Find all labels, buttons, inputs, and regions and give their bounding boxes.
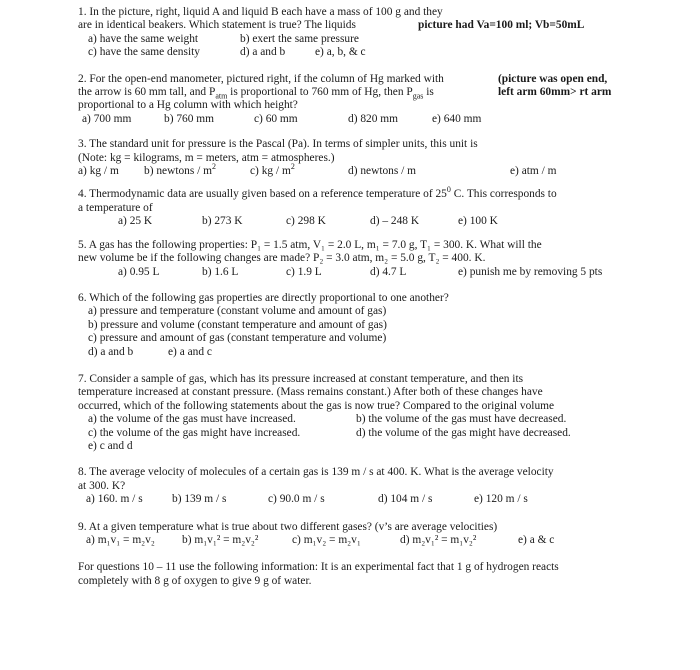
shared-info-block	[78, 561, 638, 588]
question-text: 2. For the open-end manometer, pictured right, if the column of Hg marked with	[78, 72, 444, 85]
option-d: d) – 248 K	[370, 215, 420, 228]
question-text: new volume be if the following changes are made? P₂ = 3.0 atm, m₂ = 5.0 g, T₂ = 400. K.	[78, 252, 486, 265]
question-text: 4. Thermodynamic data are usually given based on a reference temperature of $25^0$ C. This corresponds to	[78, 185, 557, 201]
question-1	[78, 6, 638, 60]
question-7	[78, 373, 638, 453]
option-a: a) have the same weight	[88, 32, 199, 45]
option-b: b) the volume of the gas must have decreased.	[356, 413, 567, 426]
question-text: 5. A gas has the following properties: P₁ = 1.5 atm, V₁ = 2.0 L, m₁ = 7.0 g, T₁ = 300. K. What will the	[78, 238, 542, 251]
option-b: b) pressure and volume (constant temperature and amount of gas)	[88, 318, 387, 331]
question-2	[78, 73, 638, 127]
question-8	[78, 466, 638, 506]
option-d: d) m₂v₁² = m₁v₂²	[400, 534, 477, 546]
option-e: e) a and c	[168, 345, 212, 358]
option-c: c) the volume of the gas might have increased.	[88, 426, 301, 439]
option-c: c) 1.9 L	[286, 265, 322, 278]
question-9	[78, 521, 638, 548]
option-b: b) m₁v₁² = m₂v₂²	[182, 534, 259, 546]
option-a: a) 700 mm	[82, 112, 132, 125]
question-text: at 300. K?	[78, 479, 126, 492]
option-e: e) a & c	[518, 534, 555, 546]
quiz-page	[78, 6, 638, 598]
question-text: occurred, which of the following statements about the gas is now true? Compared to the original volume	[78, 399, 555, 412]
question-text: the arrow is 60 mm tall, and $P_{atm}$ is proportional to 760 mm of Hg, then $P_{gas}$ is	[78, 86, 434, 101]
option-c: c) 298 K	[286, 215, 326, 228]
option-e: e) 100 K	[458, 215, 498, 228]
option-d: d) 4.7 L	[370, 265, 407, 278]
annotation-note: left arm 60mm> rt arm	[498, 86, 612, 99]
option-d: d) the volume of the gas might have decreased.	[356, 426, 571, 439]
option-d: d) a and b	[240, 46, 286, 59]
option-a: a) pressure and temperature (constant volume and amount of gas)	[88, 305, 387, 318]
question-text: 3. The standard unit for pressure is the Pascal (Pa). In terms of simpler units, this unit is	[78, 138, 478, 151]
question-text: are in identical beakers. Which statement is true? The liquids	[78, 19, 356, 32]
question-text: proportional to a Hg column with which height?	[78, 99, 298, 112]
option-b: b) 760 mm	[164, 112, 214, 125]
option-a: a) the volume of the gas must have increased.	[88, 413, 296, 426]
option-c: c) 90.0 m / s	[268, 493, 325, 506]
option-c: c) kg / $m^2$	[250, 162, 295, 178]
info-text: For questions 10 – 11 use the following information: It is an experimental fact that 1 g of hydrogen reacts	[78, 561, 559, 574]
option-b: b) newtons / $m^2$	[144, 162, 217, 178]
question-text: 9. At a given temperature what is true about two different gases? (v’s are average velocities)	[78, 520, 498, 533]
option-a: a) m₁v₁ = m₂v₂	[86, 534, 155, 546]
option-d: d) newtons / m	[348, 165, 417, 178]
option-e: e) atm / m	[510, 165, 557, 178]
option-c: c) have the same density	[88, 46, 200, 59]
question-6	[78, 292, 638, 359]
option-c: c) m₁v₂ = m₂v₁	[292, 534, 361, 546]
option-c: c) 60 mm	[254, 112, 298, 125]
option-a: a) 25 K	[118, 215, 153, 228]
option-a: a) 0.95 L	[118, 265, 160, 278]
option-b: b) 139 m / s	[172, 493, 227, 506]
question-text: 1. In the picture, right, liquid A and liquid B each have a mass of 100 g and they	[78, 6, 443, 18]
option-a: a) 160. m / s	[86, 493, 143, 506]
question-text: a temperature of	[78, 201, 153, 214]
question-text: (Note: kg = kilograms, m = meters, atm = atmospheres.)	[78, 151, 335, 164]
question-text: 8. The average velocity of molecules of a certain gas is 139 m / s at 400. K. What is the average velocity	[78, 466, 554, 479]
option-e: e) 640 mm	[432, 112, 482, 125]
info-text: completely with 8 g of oxygen to give 9 g of water.	[78, 574, 312, 587]
question-5	[78, 239, 638, 279]
option-d: d) a and b	[88, 345, 134, 358]
option-b: b) 1.6 L	[202, 265, 239, 278]
annotation-note: (picture was open end,	[498, 72, 608, 85]
option-b: b) exert the same pressure	[240, 32, 359, 45]
option-c: c) pressure and amount of gas (constant temperature and volume)	[88, 332, 387, 345]
option-d: d) 820 mm	[348, 112, 398, 125]
question-text: 6. Which of the following gas properties are directly proportional to one another?	[78, 291, 449, 304]
option-b: b) 273 K	[202, 215, 243, 228]
option-e: e) c and d	[88, 439, 133, 452]
option-a: a) kg / m	[78, 165, 119, 178]
question-text: 7. Consider a sample of gas, which has its pressure increased at constant temperature, and then its	[78, 372, 524, 385]
question-text: temperature increased at constant pressure. (Mass remains constant.) After both of these changes have	[78, 386, 543, 399]
option-d: d) 104 m / s	[378, 493, 433, 506]
option-e: e) 120 m / s	[474, 493, 528, 506]
question-4	[78, 185, 638, 228]
option-e: e) punish me by removing 5 pts	[458, 265, 603, 278]
annotation-note: picture had Va=100 ml; Vb=50mL	[418, 19, 585, 32]
question-3	[78, 138, 638, 178]
option-e: e) a, b, & c	[315, 46, 366, 59]
